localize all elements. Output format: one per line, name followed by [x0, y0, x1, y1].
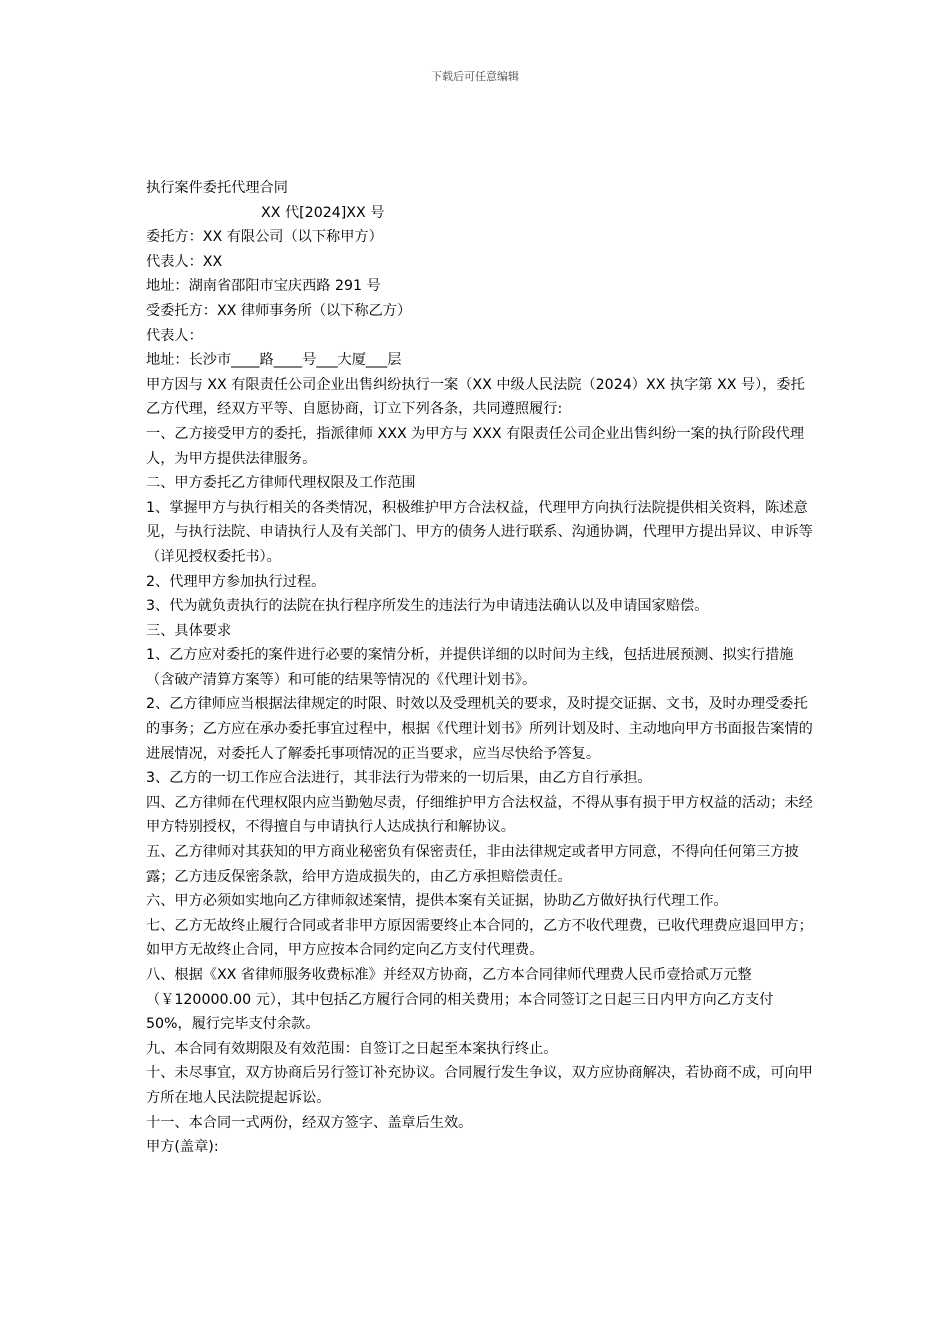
- client-representative: 代表人：XX: [146, 253, 223, 270]
- contract-code: XX 代[2024]XX 号: [261, 204, 385, 221]
- clause-2-heading: 二、甲方委托乙方律师代理权限及工作范围: [146, 475, 416, 492]
- clause-11: 十一、本合同一式两份，经双方签字、盖章后生效。: [146, 1114, 473, 1131]
- agent-representative: 代表人：: [146, 327, 203, 344]
- party-a-signature: 甲方(盖章):: [146, 1139, 219, 1156]
- clause-3-heading: 三、具体要求: [146, 622, 232, 639]
- clause-2-item-1: 1、掌握甲方与执行相关的各类情况，积极维护甲方合法权益，代理甲方向执行法院提供相关资料，陈述意见，与执行法院、申请执行人及有关部门、甲方的债务人进行联系、沟通协调，代理甲方提出异议、申诉等（详见授权委托书）。: [146, 499, 813, 565]
- agent-address: 地址：长沙市____路____号___大厦___层: [146, 352, 402, 369]
- header-note: 下载后可任意编辑: [431, 70, 519, 83]
- clause-1: 一、乙方接受甲方的委托，指派律师 XXX 为甲方与 XXX 有限责任公司企业出售纠纷一案的执行阶段代理人，为甲方提供法律服务。: [146, 425, 805, 467]
- clause-5: 五、乙方律师对其获知的甲方商业秘密负有保密责任，非由法律规定或者甲方同意，不得向任何第三方披露；乙方违反保密条款，给甲方造成损失的，由乙方承担赔偿责任。: [146, 844, 799, 885]
- clause-8: 八、根据《XX 省律师服务收费标准》并经双方协商，乙方本合同律师代理费人民币壹拾贰万元整（￥120000.00 元），其中包括乙方履行合同的相关费用；本合同签订之日起三日内甲方向乙方支付 50%，履行完毕支付余款。: [146, 967, 774, 1033]
- clause-3-item-3: 3、乙方的一切工作应合法进行，其非法行为带来的一切后果，由乙方自行承担。: [146, 770, 652, 787]
- clause-10: 十、未尽事宜，双方协商后另行签订补充协议。合同履行发生争议，双方应协商解决，若协商不成，可向甲方所在地人民法院提起诉讼。: [146, 1065, 813, 1106]
- preamble-paragraph: 甲方因与 XX 有限责任公司企业出售纠纷执行一案（XX 中级人民法院（2024）XX 执字第 XX 号），委托乙方代理，经双方平等、自愿协商，订立下列各条，共同遵照履行:: [146, 376, 805, 418]
- clause-3-item-2: 2、乙方律师应当根据法律规定的时限、时效以及受理机关的要求，及时提交证据、文书，及时办理受委托的事务；乙方应在承办委托事宜过程中，根据《代理计划书》所列计划及时、主动地向甲方书面报告案情的进展情况，对委托人了解委托事项情况的正当要求，应当尽快给予答复。: [146, 696, 813, 762]
- clause-2-item-2: 2、代理甲方参加执行过程。: [146, 573, 326, 590]
- clause-2-item-3: 3、代为就负责执行的法院在执行程序所发生的违法行为申请违法确认以及申请国家赔偿。: [146, 598, 709, 615]
- contract-title: 执行案件委托代理合同: [146, 180, 288, 196]
- clause-7: 七、乙方无故终止履行合同或者非甲方原因需要终止本合同的，乙方不收代理费，已收代理费应退回甲方；如甲方无故终止合同，甲方应按本合同约定向乙方支付代理费。: [146, 917, 813, 959]
- contract-body: [146, 176, 816, 1160]
- clause-3-item-1: 1、乙方应对委托的案件进行必要的案情分析，并提供详细的以时间为主线，包括进展预测、拟实行措施（含破产清算方案等）和可能的结果等情况的《代理计划书》。: [146, 647, 794, 688]
- clause-6: 六、甲方必须如实地向乙方律师叙述案情，提供本案有关证据，协助乙方做好执行代理工作。: [146, 893, 728, 910]
- client-line: 委托方：XX 有限公司（以下称甲方）: [146, 229, 383, 246]
- clause-9: 九、本合同有效期限及有效范围：自签订之日起至本案执行终止。: [146, 1040, 558, 1057]
- agent-line: 受委托方：XX 律师事务所（以下称乙方）: [146, 302, 412, 319]
- client-address: 地址：湖南省邵阳市宝庆西路 291 号: [146, 278, 381, 295]
- clause-4: 四、乙方律师在代理权限内应当勤勉尽责，仔细维护甲方合法权益，不得从事有损于甲方权益的活动；未经甲方特别授权，不得擅自与申请执行人达成执行和解协议。: [146, 794, 813, 836]
